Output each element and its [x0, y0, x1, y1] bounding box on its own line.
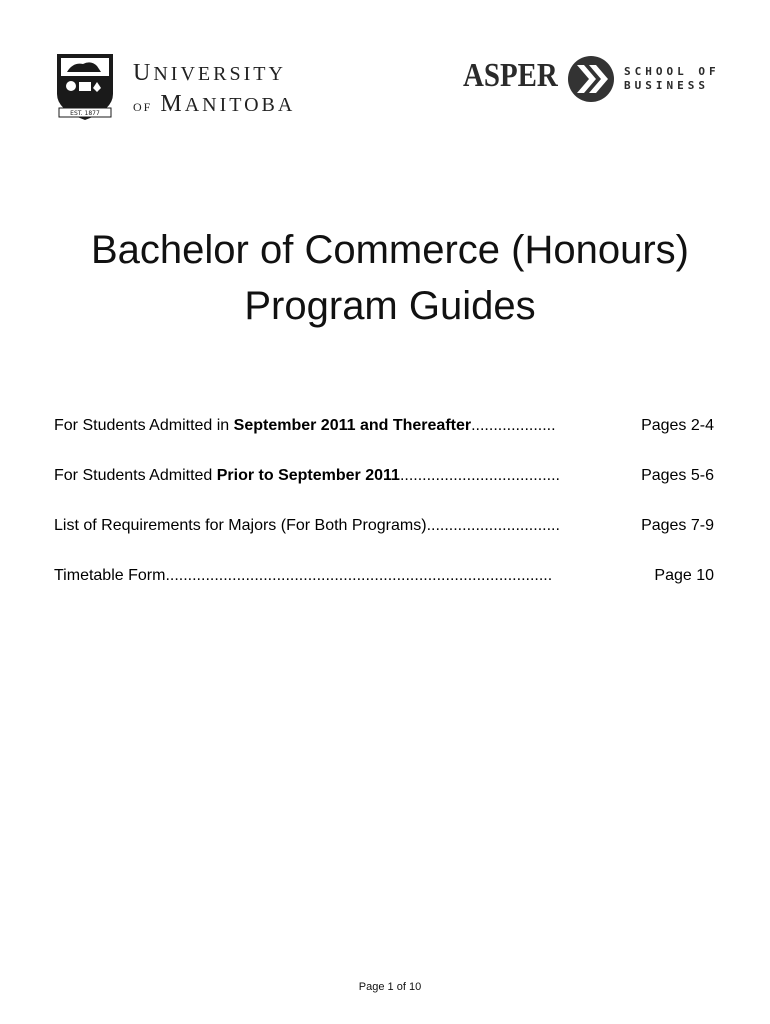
- wordmark-of: OF: [133, 100, 153, 114]
- toc-leader-dots: ..............................: [426, 517, 560, 534]
- svg-text:EST. 1877: EST. 1877: [70, 110, 100, 117]
- wordmark-initial-m: M: [160, 91, 185, 117]
- page-footer: [0, 981, 770, 993]
- asper-tagline: [624, 65, 720, 93]
- asper-school-logo: [463, 55, 728, 105]
- toc-page-ref: Pages 5-6: [641, 467, 714, 484]
- asper-tagline-line2: BUSINESS: [624, 79, 709, 92]
- toc-entry: [54, 416, 714, 436]
- title-line-1: Bachelor of Commerce (Honours): [91, 228, 689, 272]
- toc-page-ref: Pages 2-4: [641, 417, 714, 434]
- asper-tagline-line1: SCHOOL OF: [624, 65, 720, 78]
- asper-chevron-icon: [567, 55, 615, 103]
- toc-entry: [54, 566, 714, 586]
- document-title: [0, 222, 770, 334]
- wordmark-manitoba: ANITOBA: [184, 94, 296, 116]
- toc-leader-dots: .......................................................................................: [165, 567, 553, 584]
- title-line-2: Program Guides: [244, 284, 536, 328]
- toc-entry-bold-text: September 2011 and Thereafter: [233, 417, 472, 434]
- university-crest-icon: [53, 50, 117, 122]
- wordmark-university: NIVERSITY: [153, 63, 286, 85]
- page-number: Page 1 of 10: [358, 981, 422, 993]
- toc-page-ref: Pages 7-9: [641, 517, 714, 534]
- toc-entry-bold-text: Prior to September 2011: [216, 467, 400, 484]
- toc-entry: [54, 466, 714, 486]
- asper-wordmark: ASPER: [463, 57, 558, 94]
- toc-page-ref: Page 10: [654, 567, 714, 584]
- table-of-contents: [54, 416, 714, 616]
- toc-entry-text: Timetable Form: [54, 567, 166, 584]
- toc-leader-dots: ...................: [471, 417, 556, 434]
- toc-entry-text: For Students Admitted: [54, 467, 217, 484]
- wordmark-initial-u: U: [133, 60, 154, 86]
- university-of-manitoba-logo: [53, 50, 296, 125]
- toc-entry-text: For Students Admitted in: [54, 417, 234, 434]
- toc-leader-dots: ....................................: [399, 467, 560, 484]
- university-wordmark: [133, 60, 295, 118]
- toc-entry-text: List of Requirements for Majors (For Both Programs): [54, 517, 427, 534]
- toc-entry: [54, 516, 714, 536]
